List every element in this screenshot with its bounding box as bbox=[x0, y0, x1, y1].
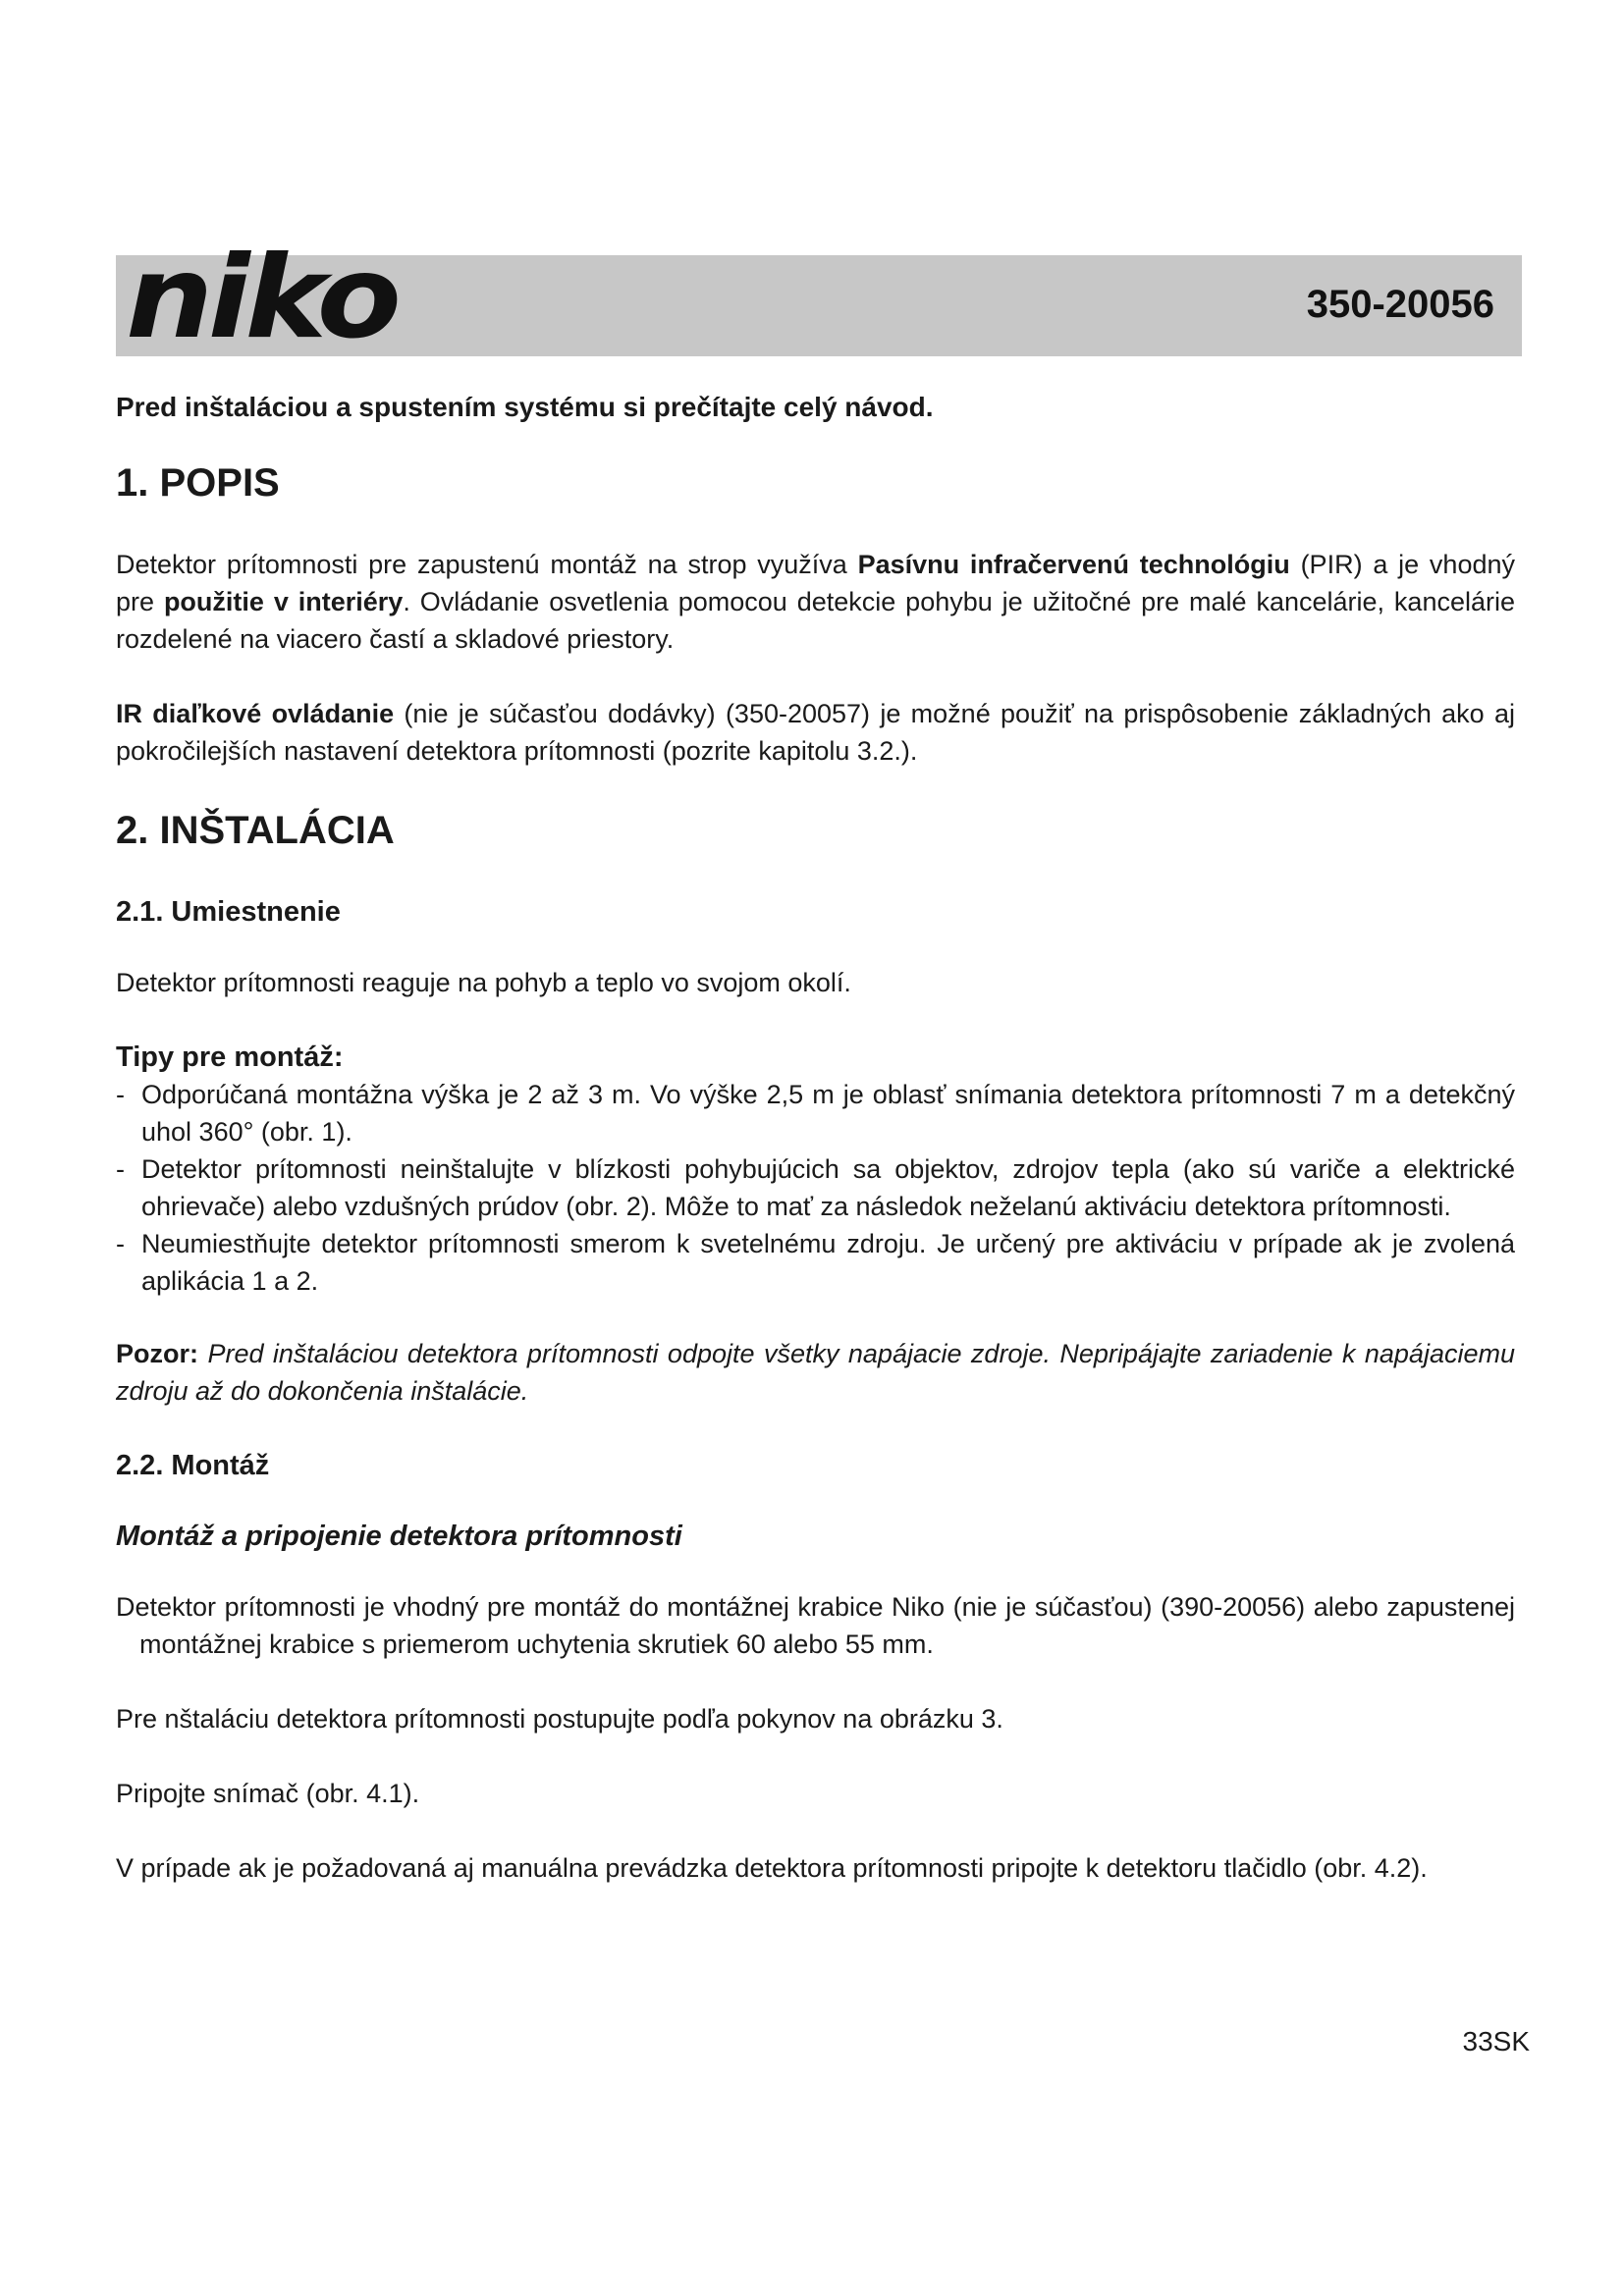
tips-title: Tipy pre montáž: bbox=[116, 1041, 344, 1073]
document-body bbox=[116, 389, 1515, 1924]
section-title-instalacia: 2. INŠTALÁCIA bbox=[116, 809, 395, 852]
popis-paragraph-1 bbox=[116, 546, 1515, 658]
tips-list bbox=[116, 1076, 1515, 1300]
list-item: - Detektor prítomnosti neinštalujte v blízkosti pohybujúcich sa objektov, zdrojov tepla (ako sú variče a elektrické ohrievače) alebo vzdušných prúdov (obr. 2). Môže to mať za následok neželanú aktiváciu detektora prítomnosti. bbox=[116, 1154, 1515, 1221]
header-bar bbox=[116, 232, 1522, 364]
caution-note bbox=[116, 1335, 1515, 1410]
caution-label: Pozor: bbox=[116, 1339, 198, 1368]
umiestnenie-paragraph: Detektor prítomnosti reaguje na pohyb a teplo vo svojom okolí. bbox=[116, 968, 851, 997]
montaz-subtitle: Montáž a pripojenie detektora prítomnosti bbox=[116, 1521, 682, 1552]
bold-term-interior: použitie v interiéry bbox=[163, 587, 404, 616]
popis-paragraph-2 bbox=[116, 695, 1515, 770]
text-span: Detektor prítomnosti pre zapustenú montáž na strop využíva bbox=[116, 550, 858, 579]
product-code: 350-20056 bbox=[1306, 283, 1494, 326]
text-span: (nie je súčasťou dodávky) (350-20057) je možné použiť na prispôsobenie základných ako aj pokročilejších nastavení detektora prítomnosti (pozrite kapitolu 3.2.). bbox=[116, 699, 1515, 766]
niko-logo: niko bbox=[126, 232, 397, 364]
montaz-paragraph-2: Pre nštaláciu detektora prítomnosti postupujte podľa pokynov na obrázku 3. bbox=[116, 1704, 1003, 1734]
list-item: - Odporúčaná montážna výška je 2 až 3 m. Vo výške 2,5 m je oblasť snímania detektora prítomnosti 7 m a detekčný uhol 360° (obr. 1). bbox=[116, 1080, 1515, 1147]
section-title-popis: 1. POPIS bbox=[116, 461, 280, 505]
tip-text: Odporúčaná montážna výška je 2 až 3 m. Vo výške 2,5 m je oblasť snímania detektora prítomnosti 7 m a detekčný uhol 360° (obr. 1). bbox=[141, 1080, 1515, 1147]
subsection-title-montaz: 2.2. Montáž bbox=[116, 1450, 270, 1481]
list-item: - Neumiestňujte detektor prítomnosti smerom k svetelnému zdroju. Je určený pre aktiváciu v prípade ak je zvolená aplikácia 1 a 2. bbox=[116, 1229, 1515, 1296]
page-number: 33SK bbox=[1462, 2026, 1530, 2056]
tip-text: Neumiestňujte detektor prítomnosti smerom k svetelnému zdroju. Je určený pre aktiváciu v prípade ak je zvolená aplikácia 1 a 2. bbox=[141, 1229, 1515, 1296]
bold-term-remote: IR diaľkové ovládanie bbox=[116, 699, 395, 728]
montaz-paragraph-3: Pripojte snímač (obr. 4.1). bbox=[116, 1779, 420, 1808]
montaz-paragraph-1: Detektor prítomnosti je vhodný pre montáž do montážnej krabice Niko (nie je súčasťou) (390-20056) alebo zapustenej montážnej krabice s priemerom uchytenia skrutiek 60 alebo 55 mm. bbox=[116, 1592, 1515, 1659]
bold-term-pir: Pasívnu infračervenú technológiu bbox=[857, 550, 1290, 579]
caution-text: Pred inštaláciou detektora prítomnosti odpojte všetky napájacie zdroje. Nepripájajte zariadenie k napájaciemu zdroju až do dokončenia inštalácie. bbox=[116, 1339, 1515, 1406]
tip-text: Detektor prítomnosti neinštalujte v blízkosti pohybujúcich sa objektov, zdrojov tepla (ako sú variče a elektrické ohrievače) alebo vzdušných prúdov (obr. 2). Môže to mať za následok neželanú aktiváciu detektora prítomnosti. bbox=[141, 1154, 1515, 1221]
montaz-paragraph-4: V prípade ak je požadovaná aj manuálna prevádzka detektora prítomnosti pripojte k detektoru tlačidlo (obr. 4.2). bbox=[116, 1853, 1428, 1883]
intro-notice: Pred inštaláciou a spustením systému si prečítajte celý návod. bbox=[116, 392, 934, 422]
subsection-title-umiestnenie: 2.1. Umiestnenie bbox=[116, 896, 341, 928]
text-span: . Ovládanie osvetlenia pomocou detekcie pohybu je užitočné pre malé kancelárie, kancelárie rozdelené na viacero častí a skladové priestory. bbox=[116, 587, 1516, 654]
text-span: (PIR) a je vhodný pre bbox=[116, 550, 1515, 616]
